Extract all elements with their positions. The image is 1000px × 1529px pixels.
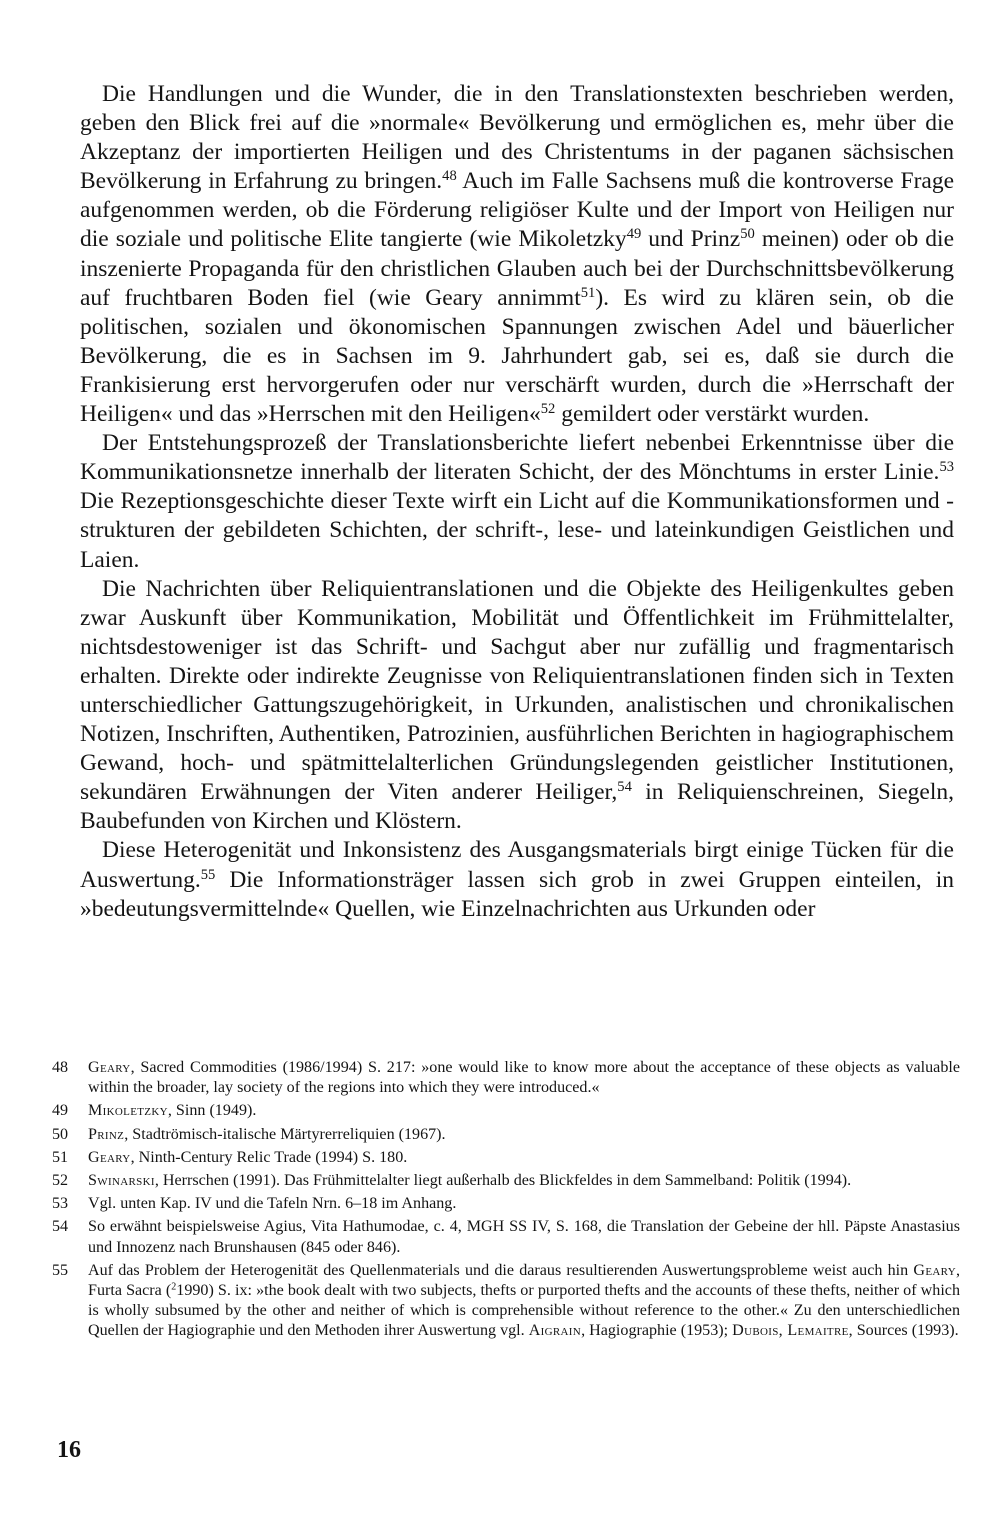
footnote-52 bbox=[52, 1171, 960, 1191]
footnote-number: 55 bbox=[52, 1261, 69, 1279]
footnote-number: 54 bbox=[52, 1218, 69, 1236]
author-name: Prinz bbox=[88, 1125, 125, 1143]
footnote-ref-51: 51 bbox=[580, 284, 596, 301]
text: , Stadtrömisch-italische Märtyrerreliquien (1967). bbox=[124, 1125, 446, 1143]
footnote-54 bbox=[52, 1217, 960, 1257]
author-name: Swinarski bbox=[88, 1172, 155, 1190]
text: Vgl. unten Kap. IV und die Tafeln Nrn. 6–18 im Anhang. bbox=[88, 1195, 457, 1213]
text: Der Entstehungsprozeß der Translationsberichte liefert nebenbei Erkenntnisse über die Kommunikationsnetze innerhalb der literaten Schicht, der des Mönchtums in erster Linie. bbox=[80, 430, 954, 486]
author-name: Mikoletzky bbox=[88, 1102, 168, 1120]
text: , Ninth-Century Relic Trade (1994) S. 180. bbox=[130, 1148, 408, 1166]
footnote-text bbox=[88, 1125, 960, 1145]
footnote-text bbox=[88, 1101, 960, 1121]
author-name: Geary bbox=[88, 1148, 131, 1166]
footnote-number: 48 bbox=[52, 1059, 69, 1076]
text: Auf das Problem der Heterogenität des Quellenmaterials und die daraus resultierenden Auswertungsprobleme weist auch hin bbox=[88, 1261, 914, 1279]
author-name: Geary bbox=[913, 1261, 956, 1279]
footnote-49 bbox=[52, 1101, 960, 1121]
footnote-text bbox=[88, 1194, 960, 1214]
footnote-ref-48: 48 bbox=[442, 168, 457, 185]
text: ). Es wird zu klären sein, ob die politischen, sozialen und ökonomischen Spannungen zwischen Adel und bäuerlicher Bevölkerung, die es in Sachsen im 9. Jahrhundert gab, sei es, daß sie durch die Frankisierung erst hervorgerufen oder nur verschärft wurden, durch die »Herrschaft der Heiligen« und das »Herrschen mit den Heiligen« bbox=[80, 284, 954, 428]
page-number: 16 bbox=[57, 1437, 81, 1463]
text: , Sinn (1949). bbox=[167, 1102, 257, 1120]
author-name: Aigrain bbox=[528, 1322, 582, 1340]
text: Die Rezeptionsgeschichte dieser Texte wirft ein Licht auf die Kommunikationsformen und -strukturen der gebildeten Schichten, der schrift-, lese- und lateinkundigen Geistlichen und Laien. bbox=[80, 488, 954, 573]
text: , Herrschen (1991). Das Frühmittelalter liegt außerhalb des Blickfeldes in dem Sammelband: Politik (1994). bbox=[154, 1172, 852, 1190]
footnote-ref-55: 55 bbox=[200, 866, 216, 883]
footnote-number: 51 bbox=[52, 1148, 69, 1166]
body-text bbox=[80, 80, 954, 924]
footnote-text bbox=[88, 1261, 960, 1342]
text: und Prinz bbox=[641, 226, 741, 253]
footnote-ref-53: 53 bbox=[939, 459, 954, 476]
text: Auch im Falle Sachsens muß die kontroverse Frage aufgenommen werden, ob die Förderung religiöser Kulte und der Import von Heiligen nur die soziale und politische Elite tangierte (wie Mikoletzky bbox=[80, 168, 954, 253]
footnote-text bbox=[88, 1217, 960, 1257]
footnote-text bbox=[88, 1171, 960, 1191]
paragraph-4 bbox=[80, 836, 954, 923]
footnote-text bbox=[88, 1148, 960, 1168]
author-name: Dubois, Lemaitre bbox=[732, 1322, 849, 1340]
author-name: Geary bbox=[88, 1059, 131, 1076]
footnote-53 bbox=[52, 1194, 960, 1214]
text: Die Nachrichten über Reliquientranslationen und die Objekte des Heiligenkultes geben zwar Auskunft über Kommunikation, Mobilität und Öffentlichkeit im Frühmittelalter, nichtsdestoweniger ist das Schrift- und Sachgut aber nur zufällig und fragmentarisch erhalten. Direkte oder indirekte Zeugnisse von Reliquientranslationen finden sich in Texten unterschiedlicher Gattungszugehörigkeit, in Urkunden, analistischen und chronikalischen Notizen, Inschriften, Authentiken, Patrozinien, ausführlichen Berichten in hagiographischem Gewand, hoch- und spätmittelalterlichen Gründungslegenden geistlicher Institutionen, sekundären Erwähnungen der Viten anderer Heiliger, bbox=[80, 575, 954, 806]
text: , Sacred Commodities (1986/1994) S. 217: »one would like to know more about the acceptance of these objects as valuable within the broader, lay society of the regions into which they were introduced.« bbox=[88, 1059, 960, 1097]
text: So erwähnt beispielsweise Agius, Vita Hathumodae, c. 4, MGH SS IV, S. 168, die Translation der Gebeine der hll. Päpste Anastasius und Innozenz nach Brunshausen (845 oder 846). bbox=[88, 1218, 960, 1256]
text: Die Informationsträger lassen sich grob in zwei Gruppen einteilen, in »bedeutungsvermittelnde« Quellen, wie Einzelnachrichten aus Urkunden oder bbox=[80, 866, 954, 922]
footnote-number: 53 bbox=[52, 1195, 69, 1213]
footnotes bbox=[52, 1058, 960, 1345]
footnote-number: 50 bbox=[52, 1125, 69, 1143]
footnote-51 bbox=[52, 1148, 960, 1168]
text: Diese Heterogenität und Inkonsistenz des Ausgangsmaterials birgt einige Tücken für die Auswertung. bbox=[80, 837, 954, 893]
text: , Furta Sacra ( bbox=[88, 1261, 960, 1300]
footnote-55 bbox=[52, 1261, 960, 1342]
footnote-ref-54: 54 bbox=[617, 779, 632, 796]
text: in Reliquienschreinen, Siegeln, Baubefunden von Kirchen und Klöstern. bbox=[80, 779, 954, 835]
paragraph-2 bbox=[80, 429, 954, 574]
text: meinen) oder ob die inszenierte Propaganda für den christlichen Glauben auch bei der Durchschnittsbevölkerung auf fruchtbaren Boden fiel (wie Geary annimmt bbox=[80, 226, 954, 311]
paragraph-3 bbox=[80, 575, 954, 837]
footnote-number: 49 bbox=[52, 1102, 69, 1120]
footnote-48 bbox=[52, 1058, 960, 1098]
footnote-number: 52 bbox=[52, 1172, 69, 1190]
edition-number: 2 bbox=[171, 1281, 177, 1293]
text: Die Handlungen und die Wunder, die in den Translationstexten beschrieben werden, geben den Blick frei auf die »normale« Bevölkerung und ermöglichen es, mehr über die Akzeptanz der importierten Heiligen und des Christentums in der paganen sächsischen Bevölkerung in Erfahrung zu bringen. bbox=[80, 81, 954, 195]
footnote-ref-49: 49 bbox=[626, 226, 642, 243]
footnote-50 bbox=[52, 1125, 960, 1145]
text: , Sources (1993). bbox=[848, 1322, 959, 1340]
footnote-ref-52: 52 bbox=[540, 401, 556, 418]
footnote-ref-50: 50 bbox=[740, 226, 755, 243]
text: , Hagiographie (1953); bbox=[581, 1322, 733, 1340]
text: gemildert oder verstärkt wurden. bbox=[555, 401, 870, 428]
paragraph-1 bbox=[80, 80, 954, 429]
footnote-text bbox=[88, 1058, 960, 1098]
text: 1990) S. ix: »the book dealt with two subjects, thefts or purported thefts and the accounts of these thefts, neither of which is wholly subsumed by the other and neither of which is comprehensible without reference to the other.« Zu den unterschiedlichen Quellen der Hagiographie und den Methoden ihrer Auswertung vgl. bbox=[88, 1282, 960, 1340]
